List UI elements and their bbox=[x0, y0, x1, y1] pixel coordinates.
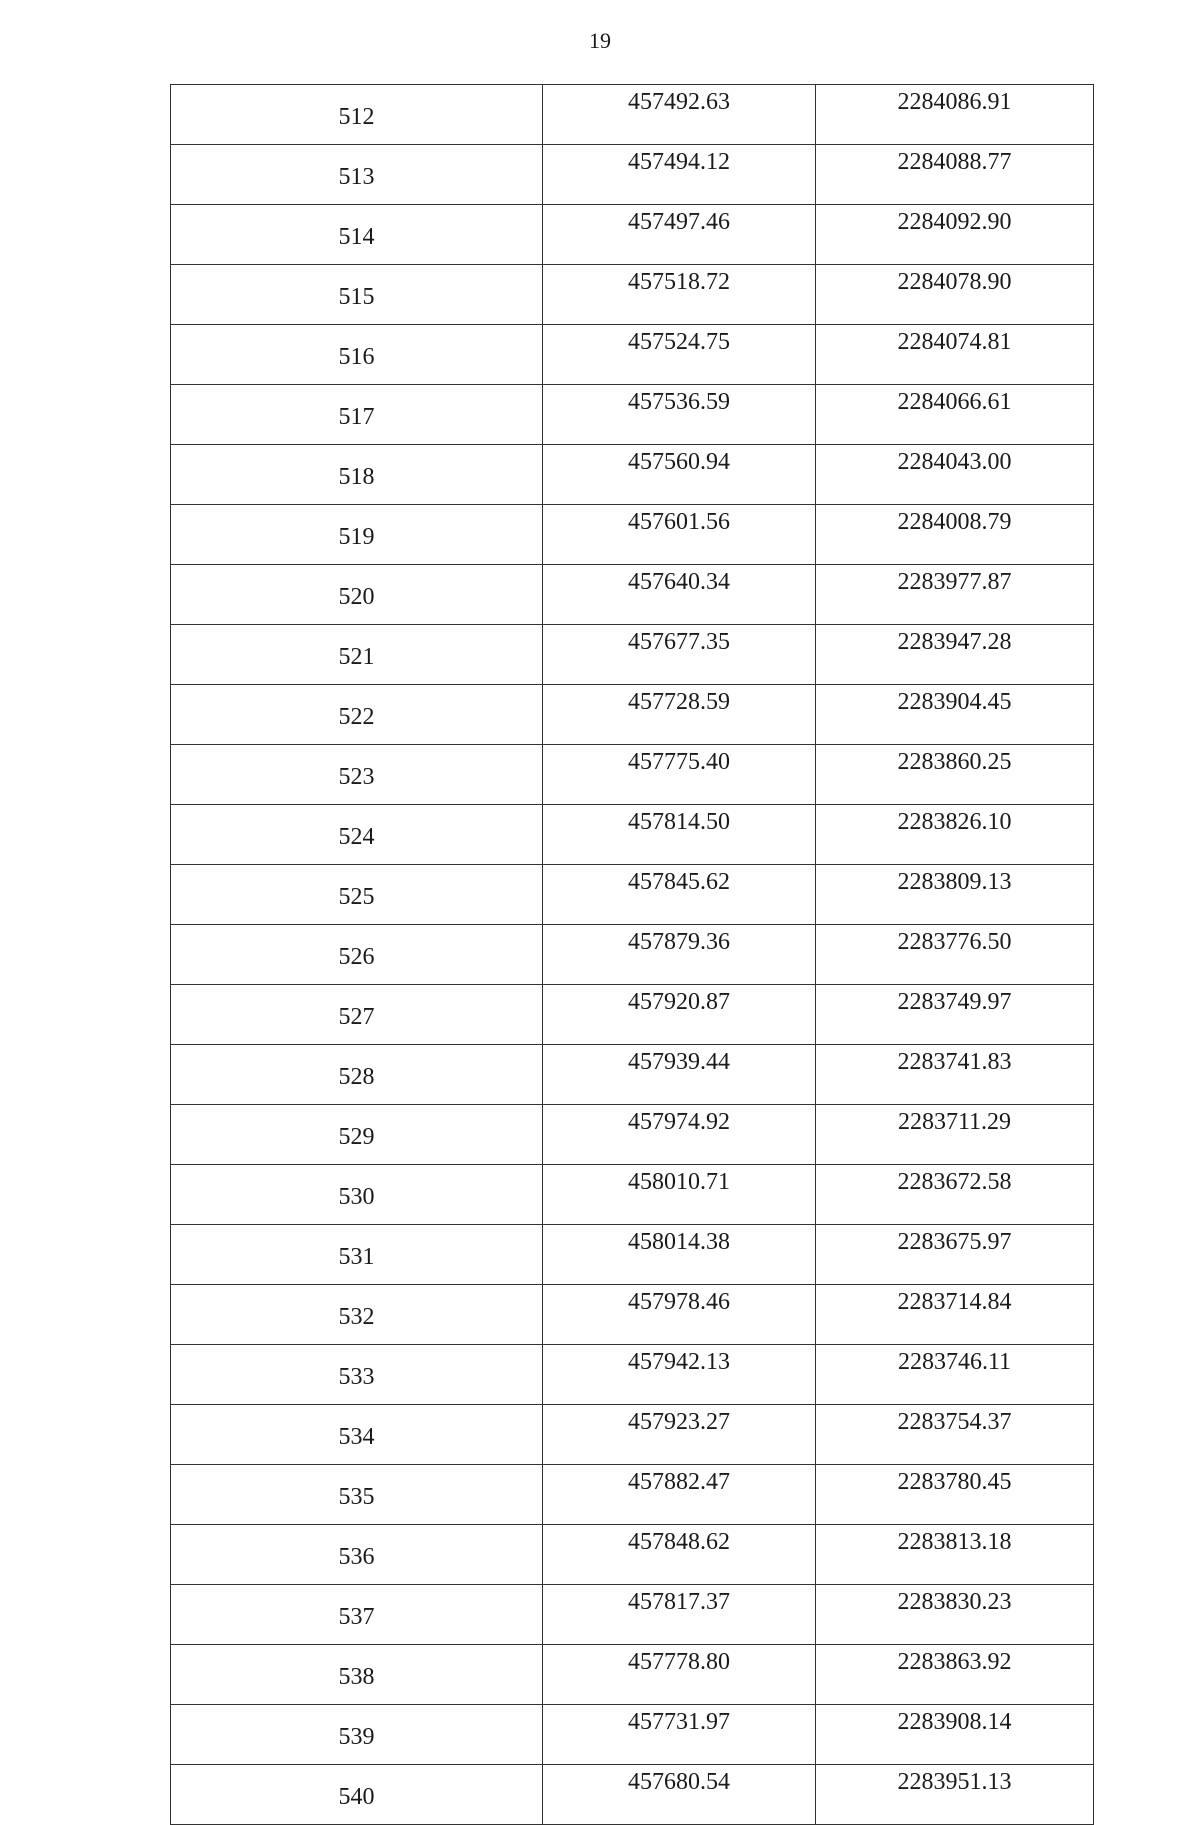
x-coordinate-cell: 457492.63 bbox=[543, 85, 816, 145]
y-coordinate-cell: 2283830.23 bbox=[816, 1585, 1094, 1645]
point-id-cell: 538 bbox=[171, 1645, 543, 1705]
x-coordinate-cell: 457848.62 bbox=[543, 1525, 816, 1585]
point-id-cell: 539 bbox=[171, 1705, 543, 1765]
table-row bbox=[171, 445, 1094, 505]
table-row bbox=[171, 145, 1094, 205]
point-id-cell: 536 bbox=[171, 1525, 543, 1585]
point-id-cell: 528 bbox=[171, 1045, 543, 1105]
y-coordinate-cell: 2284086.91 bbox=[816, 85, 1094, 145]
point-id-cell: 525 bbox=[171, 865, 543, 925]
x-coordinate-cell: 457879.36 bbox=[543, 925, 816, 985]
x-coordinate-cell: 457778.80 bbox=[543, 1645, 816, 1705]
y-coordinate-cell: 2283826.10 bbox=[816, 805, 1094, 865]
x-coordinate-cell: 457677.35 bbox=[543, 625, 816, 685]
table-row bbox=[171, 385, 1094, 445]
page-number: 19 bbox=[589, 28, 611, 53]
x-coordinate-cell: 457923.27 bbox=[543, 1405, 816, 1465]
table-row bbox=[171, 925, 1094, 985]
x-coordinate-cell: 457845.62 bbox=[543, 865, 816, 925]
x-coordinate-cell: 457494.12 bbox=[543, 145, 816, 205]
x-coordinate-cell: 457920.87 bbox=[543, 985, 816, 1045]
y-coordinate-cell: 2283741.83 bbox=[816, 1045, 1094, 1105]
table-row bbox=[171, 265, 1094, 325]
y-coordinate-cell: 2284008.79 bbox=[816, 505, 1094, 565]
x-coordinate-cell: 457882.47 bbox=[543, 1465, 816, 1525]
y-coordinate-cell: 2283813.18 bbox=[816, 1525, 1094, 1585]
table-row bbox=[171, 1525, 1094, 1585]
y-coordinate-cell: 2283908.14 bbox=[816, 1705, 1094, 1765]
y-coordinate-cell: 2283749.97 bbox=[816, 985, 1094, 1045]
x-coordinate-cell: 457680.54 bbox=[543, 1765, 816, 1825]
table-row bbox=[171, 1105, 1094, 1165]
table-row bbox=[171, 325, 1094, 385]
y-coordinate-cell: 2283809.13 bbox=[816, 865, 1094, 925]
x-coordinate-cell: 457536.59 bbox=[543, 385, 816, 445]
y-coordinate-cell: 2284043.00 bbox=[816, 445, 1094, 505]
y-coordinate-cell: 2283951.13 bbox=[816, 1765, 1094, 1825]
x-coordinate-cell: 457524.75 bbox=[543, 325, 816, 385]
x-coordinate-cell: 457974.92 bbox=[543, 1105, 816, 1165]
coordinates-table-body bbox=[171, 85, 1094, 1825]
y-coordinate-cell: 2283904.45 bbox=[816, 685, 1094, 745]
table-row bbox=[171, 1225, 1094, 1285]
point-id-cell: 527 bbox=[171, 985, 543, 1045]
y-coordinate-cell: 2283947.28 bbox=[816, 625, 1094, 685]
table-row bbox=[171, 745, 1094, 805]
y-coordinate-cell: 2283711.29 bbox=[816, 1105, 1094, 1165]
point-id-cell: 518 bbox=[171, 445, 543, 505]
y-coordinate-cell: 2283977.87 bbox=[816, 565, 1094, 625]
x-coordinate-cell: 457775.40 bbox=[543, 745, 816, 805]
table-row bbox=[171, 85, 1094, 145]
y-coordinate-cell: 2283672.58 bbox=[816, 1165, 1094, 1225]
x-coordinate-cell: 457518.72 bbox=[543, 265, 816, 325]
table-row bbox=[171, 565, 1094, 625]
coordinates-table bbox=[170, 84, 1094, 1825]
y-coordinate-cell: 2283860.25 bbox=[816, 745, 1094, 805]
x-coordinate-cell: 457731.97 bbox=[543, 1705, 816, 1765]
point-id-cell: 533 bbox=[171, 1345, 543, 1405]
y-coordinate-cell: 2284088.77 bbox=[816, 145, 1094, 205]
point-id-cell: 534 bbox=[171, 1405, 543, 1465]
y-coordinate-cell: 2283714.84 bbox=[816, 1285, 1094, 1345]
point-id-cell: 526 bbox=[171, 925, 543, 985]
y-coordinate-cell: 2283776.50 bbox=[816, 925, 1094, 985]
point-id-cell: 513 bbox=[171, 145, 543, 205]
x-coordinate-cell: 457942.13 bbox=[543, 1345, 816, 1405]
point-id-cell: 540 bbox=[171, 1765, 543, 1825]
point-id-cell: 532 bbox=[171, 1285, 543, 1345]
point-id-cell: 524 bbox=[171, 805, 543, 865]
y-coordinate-cell: 2284074.81 bbox=[816, 325, 1094, 385]
point-id-cell: 522 bbox=[171, 685, 543, 745]
table-row bbox=[171, 1585, 1094, 1645]
point-id-cell: 535 bbox=[171, 1465, 543, 1525]
y-coordinate-cell: 2284092.90 bbox=[816, 205, 1094, 265]
table-row bbox=[171, 205, 1094, 265]
x-coordinate-cell: 457560.94 bbox=[543, 445, 816, 505]
y-coordinate-cell: 2283746.11 bbox=[816, 1345, 1094, 1405]
x-coordinate-cell: 457817.37 bbox=[543, 1585, 816, 1645]
table-row bbox=[171, 1645, 1094, 1705]
table-row bbox=[171, 685, 1094, 745]
x-coordinate-cell: 457640.34 bbox=[543, 565, 816, 625]
x-coordinate-cell: 458014.38 bbox=[543, 1225, 816, 1285]
table-row bbox=[171, 1705, 1094, 1765]
point-id-cell: 520 bbox=[171, 565, 543, 625]
point-id-cell: 517 bbox=[171, 385, 543, 445]
x-coordinate-cell: 457939.44 bbox=[543, 1045, 816, 1105]
x-coordinate-cell: 457978.46 bbox=[543, 1285, 816, 1345]
x-coordinate-cell: 457814.50 bbox=[543, 805, 816, 865]
point-id-cell: 519 bbox=[171, 505, 543, 565]
table-row bbox=[171, 1165, 1094, 1225]
point-id-cell: 521 bbox=[171, 625, 543, 685]
point-id-cell: 530 bbox=[171, 1165, 543, 1225]
table-row bbox=[171, 865, 1094, 925]
x-coordinate-cell: 457728.59 bbox=[543, 685, 816, 745]
x-coordinate-cell: 457497.46 bbox=[543, 205, 816, 265]
point-id-cell: 529 bbox=[171, 1105, 543, 1165]
x-coordinate-cell: 457601.56 bbox=[543, 505, 816, 565]
table-row bbox=[171, 1405, 1094, 1465]
point-id-cell: 531 bbox=[171, 1225, 543, 1285]
table-row bbox=[171, 985, 1094, 1045]
table-row bbox=[171, 805, 1094, 865]
y-coordinate-cell: 2283780.45 bbox=[816, 1465, 1094, 1525]
table-row bbox=[171, 505, 1094, 565]
y-coordinate-cell: 2284066.61 bbox=[816, 385, 1094, 445]
y-coordinate-cell: 2284078.90 bbox=[816, 265, 1094, 325]
table-row bbox=[171, 1345, 1094, 1405]
table-row bbox=[171, 1285, 1094, 1345]
point-id-cell: 512 bbox=[171, 85, 543, 145]
y-coordinate-cell: 2283754.37 bbox=[816, 1405, 1094, 1465]
point-id-cell: 515 bbox=[171, 265, 543, 325]
table-row bbox=[171, 625, 1094, 685]
point-id-cell: 537 bbox=[171, 1585, 543, 1645]
y-coordinate-cell: 2283675.97 bbox=[816, 1225, 1094, 1285]
x-coordinate-cell: 458010.71 bbox=[543, 1165, 816, 1225]
table-row bbox=[171, 1465, 1094, 1525]
table-row bbox=[171, 1045, 1094, 1105]
y-coordinate-cell: 2283863.92 bbox=[816, 1645, 1094, 1705]
table-row bbox=[171, 1765, 1094, 1825]
point-id-cell: 514 bbox=[171, 205, 543, 265]
point-id-cell: 516 bbox=[171, 325, 543, 385]
point-id-cell: 523 bbox=[171, 745, 543, 805]
